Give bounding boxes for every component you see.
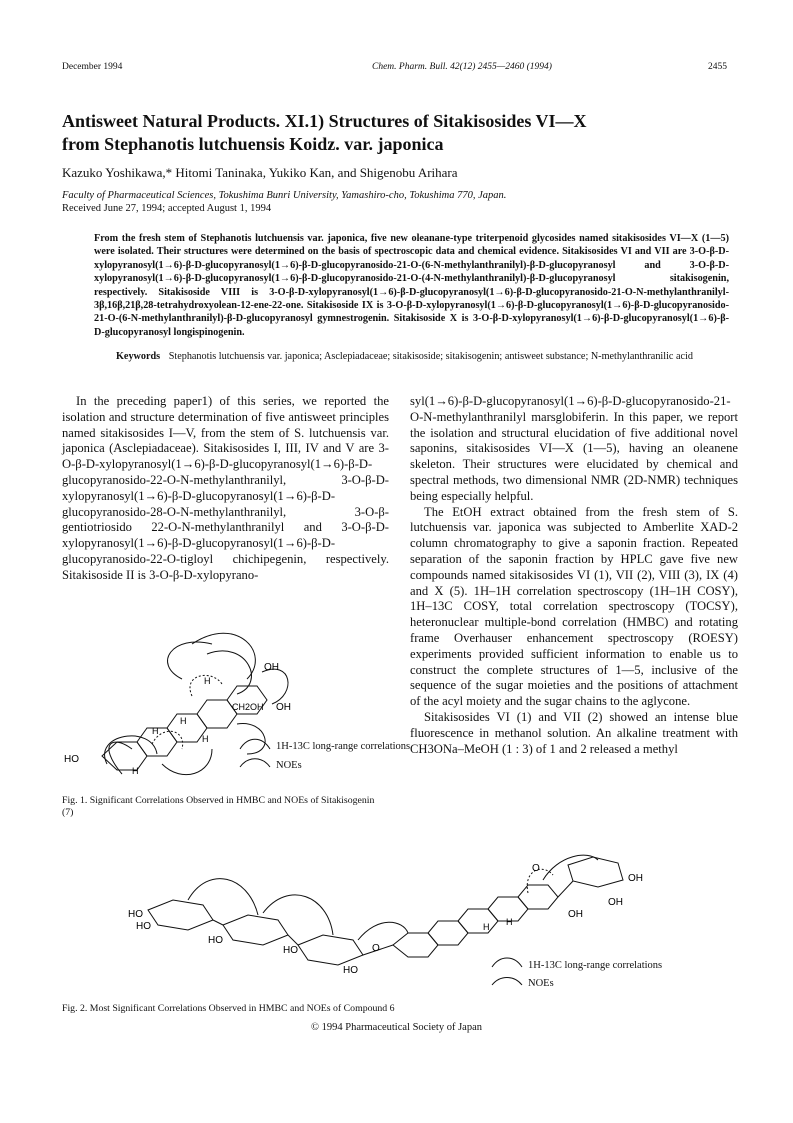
right-paragraph-3: Sitakisosides VI (1) and VII (2) showed an intense blue fluorescence in methanol solution. An alkaline treatment with CH3ONa–MeOH (1 : 3) of 1 and 2 released a methyl — [410, 709, 738, 756]
fig1-label-h-5: H — [132, 766, 139, 776]
fig1-legend-hmbc: 1H-13C long-range correlations — [276, 741, 411, 752]
header-page: 2455 — [708, 62, 727, 72]
fig1-label-h-3: H — [152, 726, 159, 736]
fig2-label-ho-1: HO — [128, 909, 143, 920]
fig1-label-oh-top: OH — [264, 662, 279, 673]
figure-2-caption: Fig. 2. Most Significant Correlations Observed in HMBC and NOEs of Compound 6 — [62, 1003, 395, 1014]
left-column — [62, 394, 389, 584]
abstract: From the fresh stem of Stephanotis lutchuensis var. japonica, five new oleanane-type triterpenoid glycosides named sitakisosides VI—X (1—5) were isolated. Their structures were determined on the basis of spectroscopic data and chemical evidence. Sitakisosides VI and VII are 3-O-β-D-xylopyranosyl(1→6)-β-D-glucopyranosyl(1→6)-β-D-glucopyranosido-21-O-(6-N-methylanthranilyl)-β-D-glucopyranosyl and 3-O-β-D-xylopyranosyl(1→6)-β-D-glucopyranosyl(1→6)-β-D-glucopyranosido-21-O-(4-N-methylanthranilyl)-β-D-glucopyranosyl sitakisogenin, respectively. Sitakisoside VIII is 3-O-β-D-xylopyranosyl(1→6)-β-D-glucopyranosyl(1→6)-β-D-glucopyranosido-21-O-N-methylanthranilyl-3β,16β,21β,28-tetrahydroxyolean-12-ene-22-one. Sitakisoside IX is 3-O-β-D-xylopyranosyl(1→6)-β-D-glucopyranosyl(1→6)-β-D-glucopyranosido-21-O-(6-N-methylanthranilyl)-β-D-glucopyranosyl gymnestrogenin. Sitakisoside X is 3-O-β-D-xylopyranosyl(1→6)-β-D-glucopyranosyl(1→6)-β-D-glucopyranosyl longispinogenin. — [94, 233, 729, 338]
fig2-label-ho-5: HO — [343, 965, 358, 976]
author-list: Kazuko Yoshikawa,* Hitomi Taninaka, Yukiko Kan, and Shigenobu Arihara — [62, 165, 458, 180]
fig1-label-oh-right: OH — [276, 702, 291, 713]
fig2-label-ho-3: HO — [208, 935, 223, 946]
intro-paragraph: In the preceding paper1) of this series, we reported the isolation and structure determination of five antisweet principles named sitakisosides I—V, from the stem of S. lutchuensis var. japonica (Asclepiadaceae). Sitakisosides I, III, IV and V are 3-O-β-D-xylopyranosyl(1→6)-β-D-glucopyranosyl(1→6)-β-D-glucopyranosido-22-O-N-methylanthranilyl, 3-O-β-D-xylopyranosyl(1→6)-β-D-glucopyranosyl(1→6)-β-D-glucopyranosido-28-O-N-methylanthranilyl, 3-O-β-gentiotriosido 22-O-N-methylanthranilyl and 3-O-β-D-xylopyranosyl(1→6)-β-D-glucopyranosyl(1→6)-β-D-glucopyranosido-22-O-tigloyl chichipegenin, respectively. Sitakisoside II is 3-O-β-D-xylopyrano- — [62, 394, 389, 582]
header-journal: Chem. Pharm. Bull. 42(12) 2455—2460 (1994) — [372, 62, 552, 72]
fig2-label-oh-3: OH — [608, 897, 623, 908]
ring-c — [167, 714, 207, 742]
fig2-label-ho-4: HO — [283, 945, 298, 956]
keywords-text: Stephanotis lutchuensis var. japonica; Asclepiadaceae; sitakisoside; sitakisogenin; antisweet substance; N-methylanthranilic acid — [168, 351, 693, 362]
keywords-label: Keywords — [116, 351, 161, 362]
fig2-legend-noe: NOEs — [528, 978, 554, 989]
affiliation: Faculty of Pharmaceutical Sciences, Tokushima Bunri University, Yamashiro-cho, Tokushima 770, Japan. — [62, 190, 507, 201]
fig1-label-h-4: H — [202, 734, 209, 744]
figure-1-caption: Fig. 1. Significant Correlations Observed in HMBC and NOEs of Sitakisogenin (7) — [62, 795, 375, 818]
fig2-label-ho-2: HO — [136, 921, 151, 932]
fig2-label-oh-2: OH — [568, 909, 583, 920]
keywords — [116, 350, 728, 363]
sugar-2 — [223, 915, 288, 945]
header-date: December 1994 — [62, 62, 123, 72]
right-column — [410, 394, 738, 757]
fig2-legend-hmbc: 1H-13C long-range correlations — [528, 960, 663, 971]
fig1-label-h-1: H — [204, 676, 211, 686]
sugar-3 — [298, 935, 363, 965]
fig2-label-o-top: O — [532, 863, 540, 874]
right-paragraph-2: The EtOH extract obtained from the fresh stem of S. lutchuensis var. japonica was subjected to Amberlite XAD-2 column chromatography to give a saponin fraction. Repeated separation of the saponin fraction by HPLC gave five new compounds named sitakisosides VI (1), VII (2), VIII (3), IX (4) and X (5). 1H–1H correlation spectroscopy (1H–1H COSY), 1H–13C COSY, total correlation spectroscopy (TOCSY), heteronuclear multiple-bond correlation (HMBC) and rotating frame Overhauser enhancement spectroscopy (ROESY) experiments provided sufficient information to enable us to construct the complete structures of 1—5, inclusive of the sequence of the sugar moieties and the positions of attachment of the acyl moiety and the sugar chains to the aglycone. — [410, 504, 738, 709]
aglycone-ring-c — [458, 909, 498, 933]
fig2-label-oh-1: OH — [628, 873, 643, 884]
figure-2-structure — [128, 845, 718, 995]
fig1-label-h-2: H — [180, 716, 187, 726]
fig1-label-ch2oh: CH2OH — [232, 702, 264, 712]
sugar-4 — [568, 857, 623, 887]
fig2-label-o: O — [372, 943, 380, 954]
fig2-label-h-1: H — [483, 922, 490, 932]
title-line-1: Antisweet Natural Products. XI.1) Structures of Sitakisosides VI—X — [62, 111, 587, 131]
figure-1-structure — [62, 624, 392, 794]
article-title — [62, 110, 742, 156]
fig1-legend-noe: NOEs — [276, 760, 302, 771]
received-dates: Received June 27, 1994; accepted August 1, 1994 — [62, 203, 272, 214]
right-paragraph-1: syl(1→6)-β-D-glucopyranosyl(1→6)-β-D-glucopyranosido-21-O-N-methylanthranilyl marsglobiferin. In this paper, we report the isolation and structural elucidation of five additional novel saponins, sitakisosides VI—X (1—5), having an oleanene skeleton. Their structures were elucidated by chemical and spectral methods, two dimensional NMR (2D-NMR) techniques being especially helpful. — [410, 394, 738, 503]
title-line-2: from Stephanotis lutchuensis Koidz. var. japonica — [62, 134, 444, 154]
fig1-label-ho: HO — [64, 754, 79, 765]
fig1-legend-noe-icon — [240, 759, 270, 767]
sugar-1 — [148, 900, 213, 930]
aglycone-ring-e — [518, 885, 558, 909]
ring-d — [197, 700, 237, 728]
fig2-label-h-2: H — [506, 917, 513, 927]
copyright-footer: © 1994 Pharmaceutical Society of Japan — [311, 1022, 482, 1033]
fig2-legend-noe-icon — [492, 978, 522, 986]
fig2-legend-hmbc-icon — [492, 958, 522, 967]
aglycone-ring-b — [428, 921, 468, 945]
